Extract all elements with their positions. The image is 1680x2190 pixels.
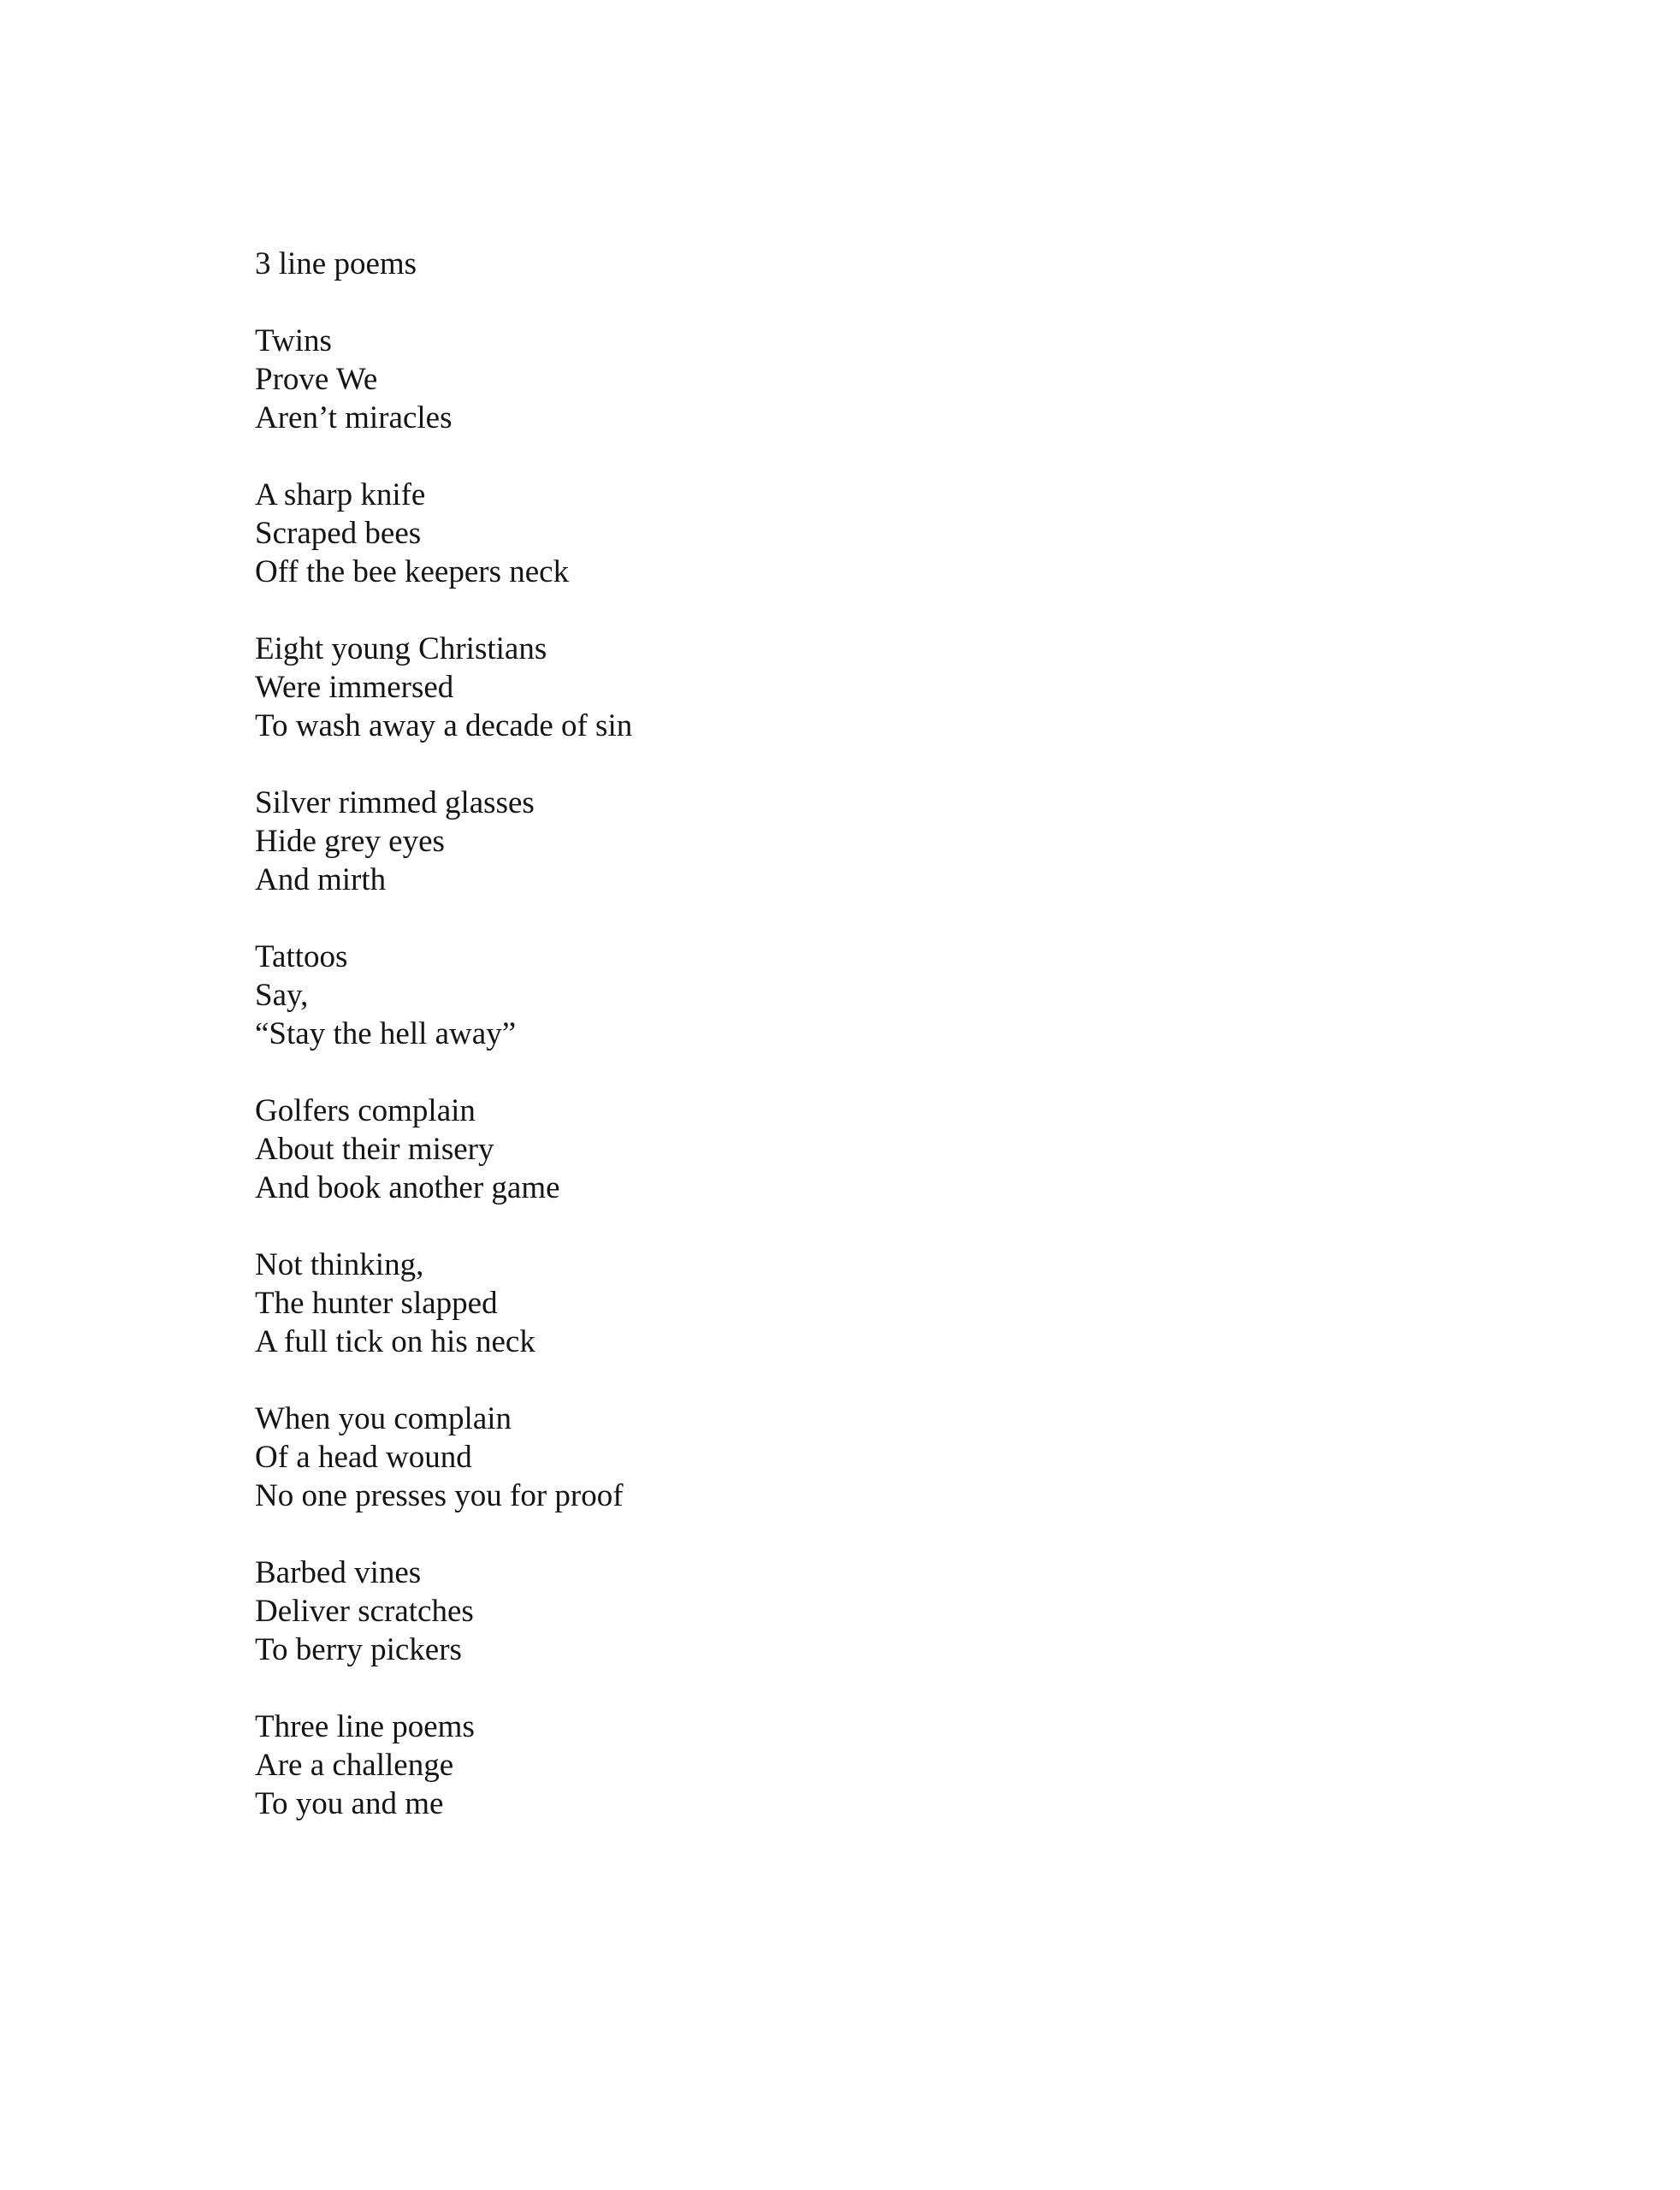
poem-line: And book another game: [255, 1170, 560, 1205]
poem-line: Hide grey eyes: [255, 824, 445, 859]
poem-line: Twins: [255, 323, 332, 358]
poem-line: Scraped bees: [255, 516, 422, 551]
poem-7: [255, 1246, 1281, 1361]
poem-line: About their misery: [255, 1132, 494, 1167]
poem-line: No one presses you for proof: [255, 1478, 624, 1513]
poem-list: [255, 322, 1281, 1823]
poem-line: And mirth: [255, 862, 387, 897]
poem-line: Of a head wound: [255, 1440, 472, 1475]
poem-1: [255, 322, 1281, 437]
poem-line: Prove We: [255, 362, 378, 397]
poem-line: Off the bee keepers neck: [255, 554, 570, 589]
poem-line: Deliver scratches: [255, 1594, 474, 1629]
poem-line: Barbed vines: [255, 1555, 422, 1590]
poem-line: “Stay the hell away”: [255, 1016, 517, 1051]
poem-line: Eight young Christians: [255, 631, 547, 666]
poem-line: To you and me: [255, 1786, 444, 1821]
poem-line: The hunter slapped: [255, 1286, 498, 1321]
document-title: 3 line poems: [255, 246, 417, 281]
poem-line: Say,: [255, 978, 309, 1013]
poem-3: [255, 630, 1281, 745]
poem-line: Not thinking,: [255, 1247, 424, 1282]
poem-5: [255, 938, 1281, 1053]
poem-8: [255, 1400, 1281, 1515]
poem-line: A sharp knife: [255, 477, 426, 512]
poem-6: [255, 1092, 1281, 1207]
poem-line: Golfers complain: [255, 1093, 476, 1128]
poem-line: Silver rimmed glasses: [255, 785, 535, 820]
poem-line: Tattoos: [255, 939, 348, 974]
poem-10: [255, 1708, 1281, 1823]
poem-9: [255, 1554, 1281, 1669]
poem-line: To wash away a decade of sin: [255, 708, 633, 743]
poem-line: When you complain: [255, 1401, 512, 1436]
document-body: [255, 245, 1281, 1862]
poem-line: Were immersed: [255, 670, 454, 705]
poem-line: A full tick on his neck: [255, 1324, 535, 1359]
poem-2: [255, 476, 1281, 591]
poem-line: Three line poems: [255, 1709, 475, 1744]
poem-line: To berry pickers: [255, 1632, 462, 1667]
poem-line: Aren’t miracles: [255, 400, 453, 435]
poem-4: [255, 784, 1281, 899]
poem-line: Are a challenge: [255, 1748, 454, 1783]
